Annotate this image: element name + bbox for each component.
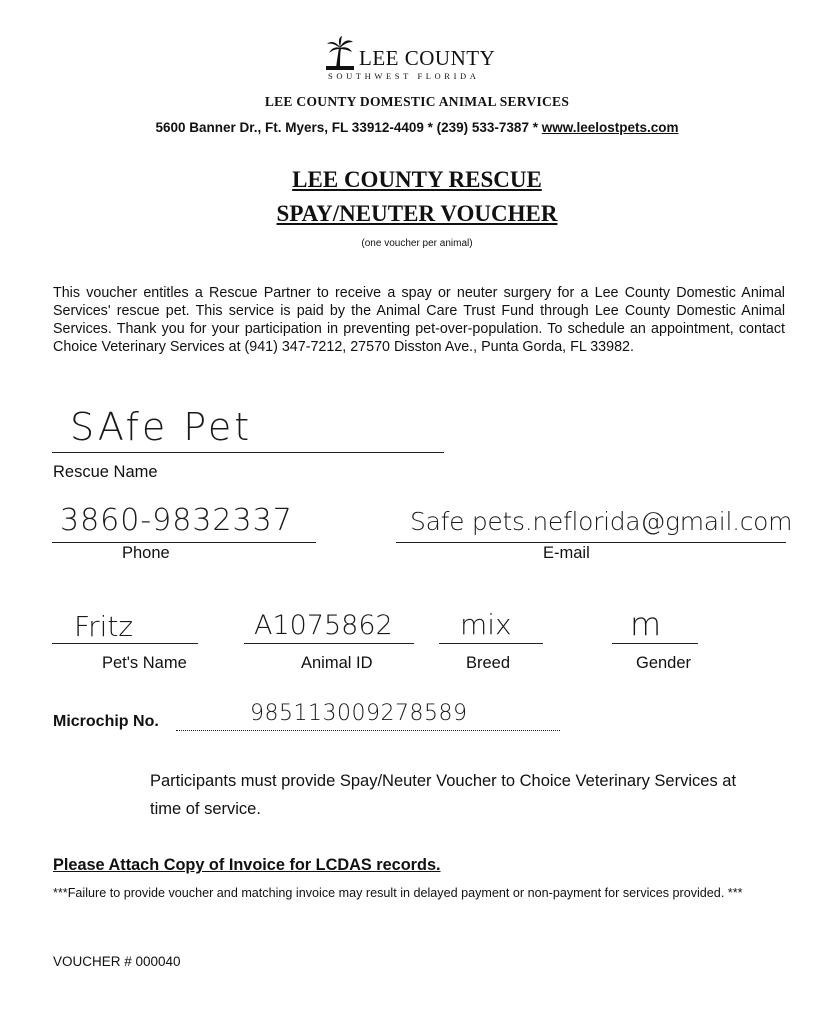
phone-line	[52, 542, 316, 543]
rescue-name-value: SAfe Pet	[70, 405, 253, 449]
department-name: LEE COUNTY DOMESTIC ANIMAL SERVICES	[264, 94, 570, 109]
address-line	[0, 120, 834, 135]
website-link[interactable]: www.leelostpets.com	[541, 120, 679, 135]
gender-line	[612, 643, 698, 644]
pet-name-label: Pet's Name	[102, 654, 187, 672]
address-text: 5600 Banner Dr., Ft. Myers, FL 33912-4409 * (239) 533-7387 *	[155, 120, 542, 135]
animal-id-line	[244, 643, 414, 644]
gender-label: Gender	[636, 654, 692, 672]
palm-tree-icon	[326, 36, 354, 70]
phone-value: 3860-9832337	[60, 503, 293, 538]
logo-subtitle: SOUTHWEST FLORIDA	[328, 71, 480, 81]
lee-county-logo	[326, 36, 516, 82]
logo-title: LEE COUNTY	[359, 46, 496, 70]
pet-name-line	[52, 643, 198, 644]
failure-note: ***Failure to provide voucher and matching invoice may result in delayed payment or non-payment for services provided. ***	[53, 886, 743, 900]
description-paragraph: This voucher entitles a Rescue Partner to receive a spay or neuter surgery for a Lee County Domestic Animal Services' rescue pet. This service is paid by the Animal Care Trust Fund through Lee County Domestic Animal Services. Thank you for your participation in preventing pet-over-population. To schedule an appointment, contact Choice Veterinary Services at (941) 347-7212, 27570 Disston Ave., Punta Gorda, FL 33982.	[53, 285, 785, 355]
email-line	[396, 542, 786, 543]
gender-value: m	[630, 605, 662, 643]
breed-value: mix	[460, 608, 512, 641]
rescue-name-label: Rescue Name	[53, 463, 158, 481]
animal-id-label: Animal ID	[301, 654, 373, 672]
animal-id-value: A1075862	[254, 610, 393, 641]
microchip-line	[176, 730, 560, 731]
voucher-note: (one voucher per animal)	[361, 238, 473, 249]
breed-line	[439, 643, 543, 644]
voucher-number: VOUCHER # 000040	[53, 954, 181, 969]
phone-label: Phone	[122, 544, 170, 562]
microchip-value: 985113009278589	[250, 701, 468, 726]
email-value: Safe pets.neflorida@gmail.com	[410, 507, 793, 536]
page-subtitle: SPAY/NEUTER VOUCHER	[276, 201, 558, 226]
rescue-name-line	[52, 452, 444, 453]
instructions: Participants must provide Spay/Neuter Voucher to Choice Veterinary Services at time of service.	[150, 772, 737, 818]
email-label: E-mail	[543, 544, 590, 562]
breed-label: Breed	[466, 654, 511, 672]
page-title: LEE COUNTY RESCUE	[292, 167, 542, 192]
pet-name-value: Fritz	[74, 610, 134, 643]
microchip-label: Microchip No.	[53, 713, 159, 730]
attach-invoice-note: Please Attach Copy of Invoice for LCDAS records.	[53, 856, 441, 874]
